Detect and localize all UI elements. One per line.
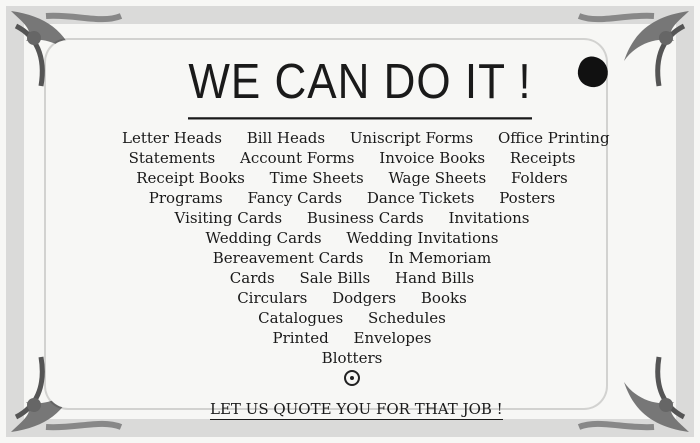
list-item: Blotters <box>321 349 383 367</box>
list-item: Catalogues <box>258 309 344 327</box>
list-item: Invitations <box>448 209 530 227</box>
list-item: Books <box>420 289 467 307</box>
list-item: Office Printing <box>497 129 610 147</box>
list-item: Wedding Invitations <box>346 229 499 247</box>
list-item: Visiting Cards <box>174 209 283 227</box>
list-item: Wage Sheets <box>388 169 487 187</box>
list-item: Business Cards <box>306 209 424 227</box>
list-line <box>112 168 592 188</box>
ad-title: WE CAN DO IT ! <box>188 55 531 120</box>
list-line <box>112 288 592 308</box>
list-item: Invoice Books <box>379 149 486 167</box>
list-item: Folders <box>510 169 568 187</box>
list-item: In Memoriam <box>388 249 492 267</box>
target-circle-icon <box>344 370 360 386</box>
list-item: Envelopes <box>353 329 432 347</box>
list-item: Printed <box>272 329 329 347</box>
list-item: Time Sheets <box>269 169 364 187</box>
list-item: Dance Tickets <box>366 189 475 207</box>
list-line <box>112 228 592 248</box>
list-item: Circulars <box>237 289 308 307</box>
list-item: Fancy Cards <box>247 189 343 207</box>
list-item: Letter Heads <box>122 129 222 147</box>
list-line <box>112 308 592 328</box>
services-list <box>112 128 610 368</box>
list-item: Cards <box>229 269 275 287</box>
list-line <box>112 328 592 348</box>
list-item: Schedules <box>367 309 446 327</box>
quote-callout: LET US QUOTE YOU FOR THAT JOB ! <box>210 400 503 418</box>
list-item: Receipts <box>509 149 576 167</box>
list-line <box>112 248 592 268</box>
list-line <box>112 188 592 208</box>
list-line <box>112 268 592 288</box>
list-item: Uniscript Forms <box>349 129 474 147</box>
list-item: Dodgers <box>332 289 397 307</box>
list-item: Statements <box>128 149 216 167</box>
list-item: Account Forms <box>239 149 355 167</box>
title-wrapper <box>0 54 700 116</box>
list-item: Wedding Cards <box>205 229 322 247</box>
list-line <box>112 128 610 148</box>
list-line <box>112 208 592 228</box>
list-item: Receipt Books <box>136 169 245 187</box>
list-line <box>112 148 592 168</box>
list-item: Hand Bills <box>395 269 475 287</box>
list-line <box>112 348 592 368</box>
list-item: Bereavement Cards <box>212 249 364 267</box>
list-item: Sale Bills <box>299 269 371 287</box>
list-item: Programs <box>148 189 223 207</box>
list-item: Posters <box>499 189 556 207</box>
list-item: Bill Heads <box>246 129 326 147</box>
